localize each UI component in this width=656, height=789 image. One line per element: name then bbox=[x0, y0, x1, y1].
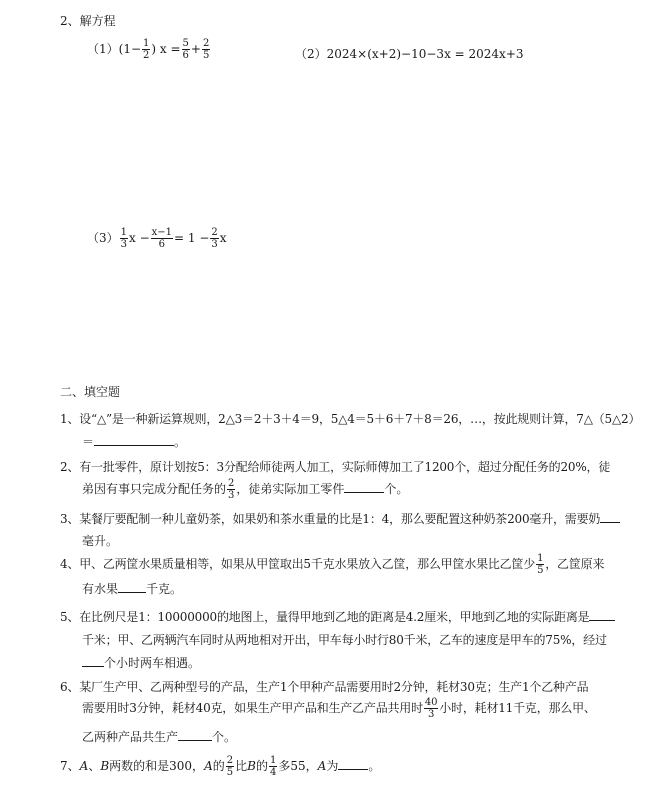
section-heading-fill: 二、填空题 bbox=[60, 385, 121, 399]
eq3-fraction-3: $\frac{2}{3}$ bbox=[211, 227, 218, 250]
q7-text-e: 的 bbox=[255, 759, 268, 773]
answer-blank-7[interactable] bbox=[338, 757, 368, 770]
eq1-label: （1） bbox=[87, 42, 119, 56]
q2-text-b: ，徒弟实际加工零件 bbox=[236, 482, 345, 496]
equation-3 bbox=[87, 227, 227, 250]
eq3-label: （3） bbox=[87, 231, 119, 245]
q7-var-b-2: B bbox=[247, 759, 256, 773]
eq3-term-2: = 1 − bbox=[174, 231, 210, 245]
q7-var-a-2: A bbox=[204, 759, 213, 773]
q7-text-c: 的 bbox=[212, 759, 225, 773]
q7-sep: 、 bbox=[88, 759, 101, 773]
q7-var-b: B bbox=[100, 759, 110, 773]
q4-fraction: $\frac{1}{5}$ bbox=[537, 553, 544, 576]
question-2-line-1: 2、有一批零件，原计划按5：3分配给师徒两人加工，实际师傅加工了1200个，超过分配任务的20%，徒 bbox=[60, 460, 611, 474]
question-6-line-1: 6、某厂生产甲、乙两种型号的产品，生产1个甲种产品需要用时2分钟，耗材30克；生产1个乙种产品 bbox=[60, 680, 589, 694]
question-7 bbox=[60, 755, 380, 778]
answer-blank-6[interactable] bbox=[178, 728, 212, 741]
question-5-line-2: 千米；甲、乙两辆汽车同时从两地相对开出，甲车每小时行80千米，乙车的速度是甲车的75%，经过 bbox=[82, 633, 607, 647]
q6-text-a: 需要用时3分钟，耗材40克，如果生产甲产品和生产乙产品共用时 bbox=[82, 701, 423, 715]
eq3-fraction-2: $\frac{x-1}{6}$ bbox=[151, 227, 173, 250]
q6-fraction: $\frac{40}{3}$ bbox=[424, 697, 438, 720]
q4-text-c: 有水果 bbox=[82, 582, 119, 596]
question-4-line-1 bbox=[60, 553, 604, 576]
answer-blank-1[interactable] bbox=[94, 433, 174, 446]
q4-text-a: 4、甲、乙两筐水果质量相等，如果从甲筐取出5千克水果放入乙筐，那么甲筐水果比乙筐少 bbox=[60, 557, 536, 571]
q6-text-d: 个。 bbox=[212, 730, 237, 744]
q7-fraction-2: $\frac{1}{4}$ bbox=[269, 755, 277, 778]
equation-1 bbox=[87, 38, 211, 61]
section-heading-solve: 2、解方程 bbox=[60, 14, 116, 28]
eq1-plus: + bbox=[190, 42, 201, 56]
answer-blank-4[interactable] bbox=[118, 580, 146, 593]
q7-text-g: 为 bbox=[326, 759, 339, 773]
q1-equals: ＝ bbox=[82, 435, 95, 449]
equation-2 bbox=[295, 45, 524, 62]
answer-blank-5a[interactable] bbox=[589, 608, 615, 621]
answer-blank-5b[interactable] bbox=[82, 654, 104, 667]
q2-text-a: 弟因有事只完成分配任务的 bbox=[82, 482, 227, 496]
question-6-line-3 bbox=[82, 726, 236, 748]
q7-var-a-3: A bbox=[317, 759, 327, 773]
question-2-line-2 bbox=[82, 478, 408, 501]
q2-text-c: 个。 bbox=[384, 482, 409, 496]
eq1-open: (1− bbox=[118, 42, 142, 56]
q5-text: 5、在比例尺是1：10000000的地图上，量得甲地到乙地的距离是4.2厘米，甲地到乙地的实际距离是 bbox=[60, 610, 590, 624]
question-1-line-1: 1、设“△”是一种新运算规则，2△3＝2＋3＋4＝9，5△4＝5＋6＋7＋8＝26，…，按此规则计算，7△（5△2） bbox=[60, 412, 641, 426]
question-3-line-1 bbox=[60, 508, 620, 530]
question-5-line-1 bbox=[60, 606, 615, 628]
eq2-label: （2） bbox=[295, 47, 327, 61]
q4-text-b: ，乙筐原来 bbox=[545, 557, 605, 571]
q5-text-end: 个小时两车相遇。 bbox=[104, 656, 201, 670]
q1-end: 。 bbox=[174, 435, 187, 449]
q7-number: 7、 bbox=[60, 759, 80, 773]
q3-text: 3、某餐厅要配制一种儿童奶茶，如果奶和茶水重量的比是1：4，那么要配置这种奶茶200毫升，需要奶 bbox=[60, 512, 601, 526]
q6-text-c: 乙两种产品共生产 bbox=[82, 730, 179, 744]
q7-text-b: 两数的和是300， bbox=[109, 759, 205, 773]
q2-fraction: $\frac{2}{3}$ bbox=[228, 478, 235, 501]
q7-var-a: A bbox=[79, 759, 89, 773]
eq1-mid: ) x = bbox=[151, 42, 181, 56]
q7-text-f: 多55， bbox=[278, 759, 318, 773]
question-1-line-2 bbox=[82, 431, 186, 453]
eq3-term-1: x − bbox=[129, 231, 150, 245]
eq1-fraction-2: $\frac{5}{6}$ bbox=[182, 38, 189, 61]
eq1-fraction-3: $\frac{2}{5}$ bbox=[202, 38, 210, 61]
q7-fraction-1: $\frac{2}{5}$ bbox=[226, 755, 234, 778]
eq3-term-3: x bbox=[219, 231, 227, 245]
q4-text-d: 千克。 bbox=[146, 582, 183, 596]
q7-text-h: 。 bbox=[368, 759, 381, 773]
eq1-fraction-1: $\frac{1}{2}$ bbox=[143, 38, 150, 61]
question-6-line-2 bbox=[82, 697, 596, 720]
q6-text-b: 小时，耗材11千克，那么甲、 bbox=[439, 701, 596, 715]
answer-blank-2[interactable] bbox=[344, 480, 384, 493]
question-3-line-2: 毫升。 bbox=[82, 534, 119, 548]
answer-blank-3[interactable] bbox=[600, 510, 620, 523]
eq2-expression: 2024×(x+2)−10−3x = 2024x+3 bbox=[326, 47, 524, 61]
question-4-line-2 bbox=[82, 578, 182, 600]
question-5-line-3 bbox=[82, 652, 200, 674]
eq3-fraction-1: $\frac{1}{3}$ bbox=[120, 227, 128, 250]
q7-text-d: 比 bbox=[235, 759, 248, 773]
